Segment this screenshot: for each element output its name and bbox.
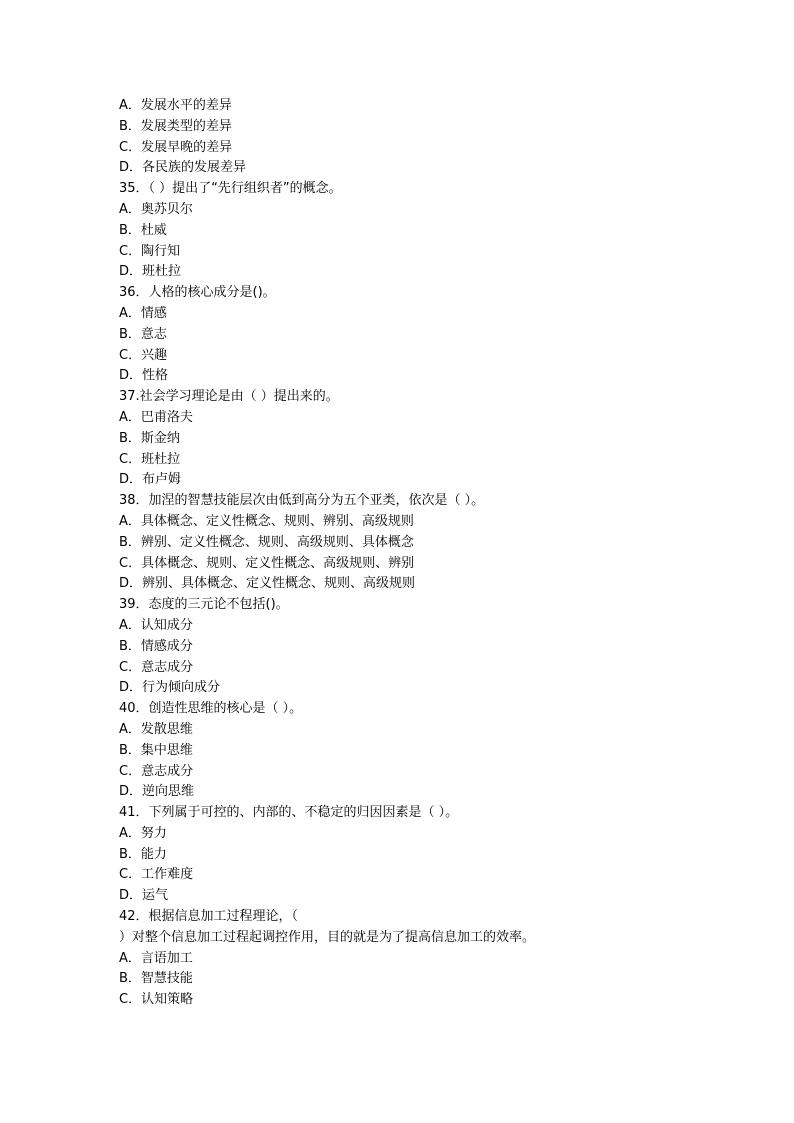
option-line: D．班杜拉 — [119, 264, 182, 280]
option-line: C．班杜拉 — [119, 451, 181, 467]
option-line: D．性格 — [119, 368, 169, 384]
option-line: C．工作难度 — [119, 867, 194, 883]
question-line-continued: ）对整个信息加工过程起调控作用，目的就是为了提高信息加工的效率。 — [119, 929, 536, 945]
option-line: D．行为倾向成分 — [119, 680, 221, 696]
option-line: C．发展早晚的差异 — [119, 139, 233, 155]
option-line: A．发散思维 — [119, 721, 193, 737]
option-line: A．具体概念、定义性概念、规则、辨别、高级规则 — [119, 513, 414, 529]
option-line: B．意志 — [119, 326, 167, 342]
option-line: A．情感 — [119, 305, 167, 321]
option-line: A．奥苏贝尔 — [119, 201, 193, 217]
option-line: C．兴趣 — [119, 347, 168, 363]
option-line: A．巴甫洛夫 — [119, 409, 193, 425]
option-line: B．能力 — [119, 846, 167, 862]
option-line: A．努力 — [119, 825, 167, 841]
option-line: B．智慧技能 — [119, 971, 193, 987]
option-line: D．逆向思维 — [119, 784, 195, 800]
option-line: A．发展水平的差异 — [119, 98, 232, 113]
option-line: D．运气 — [119, 888, 169, 904]
option-line: B．杜威 — [119, 222, 167, 238]
question-line: 38．加涅的智慧技能层次由低到高分为五个亚类，依次是（ ）。 — [119, 493, 485, 509]
question-line: 40．创造性思维的核心是（ ）。 — [119, 701, 303, 717]
option-line: B．辨别、定义性概念、规则、高级规则、具体概念 — [119, 534, 414, 550]
question-line: 39．态度的三元论不包括()。 — [119, 597, 289, 613]
option-line: C．意志成分 — [119, 763, 194, 779]
document-body — [119, 96, 719, 1011]
option-line: C．认知策略 — [119, 992, 194, 1008]
option-line: B．发展类型的差异 — [119, 118, 232, 134]
option-line: C．具体概念、规则、定义性概念、高级规则、辨别 — [119, 555, 415, 571]
option-line: D．各民族的发展差异 — [119, 160, 247, 176]
option-line: B．情感成分 — [119, 638, 193, 654]
question-line: 36．人格的核心成分是()。 — [119, 285, 276, 301]
option-line: B．集中思维 — [119, 742, 193, 758]
option-line: A．言语加工 — [119, 950, 193, 966]
option-line: D．辨别、具体概念、定义性概念、规则、高级规则 — [119, 576, 416, 592]
option-line: B．斯金纳 — [119, 430, 180, 446]
option-line: C．意志成分 — [119, 659, 194, 675]
option-line: A．认知成分 — [119, 617, 193, 633]
question-line: 35．（ ）提出了“先行组织者”的概念。 — [119, 181, 342, 197]
question-line: 42．根据信息加工过程理论，（ — [119, 909, 299, 925]
option-line: C．陶行知 — [119, 243, 181, 259]
question-line: 37.社会学习理论是由（ ）提出来的。 — [119, 389, 339, 405]
option-line: D．布卢姆 — [119, 472, 182, 488]
question-line: 41．下列属于可控的、内部的、不稳定的归因因素是（ ）。 — [119, 805, 459, 821]
